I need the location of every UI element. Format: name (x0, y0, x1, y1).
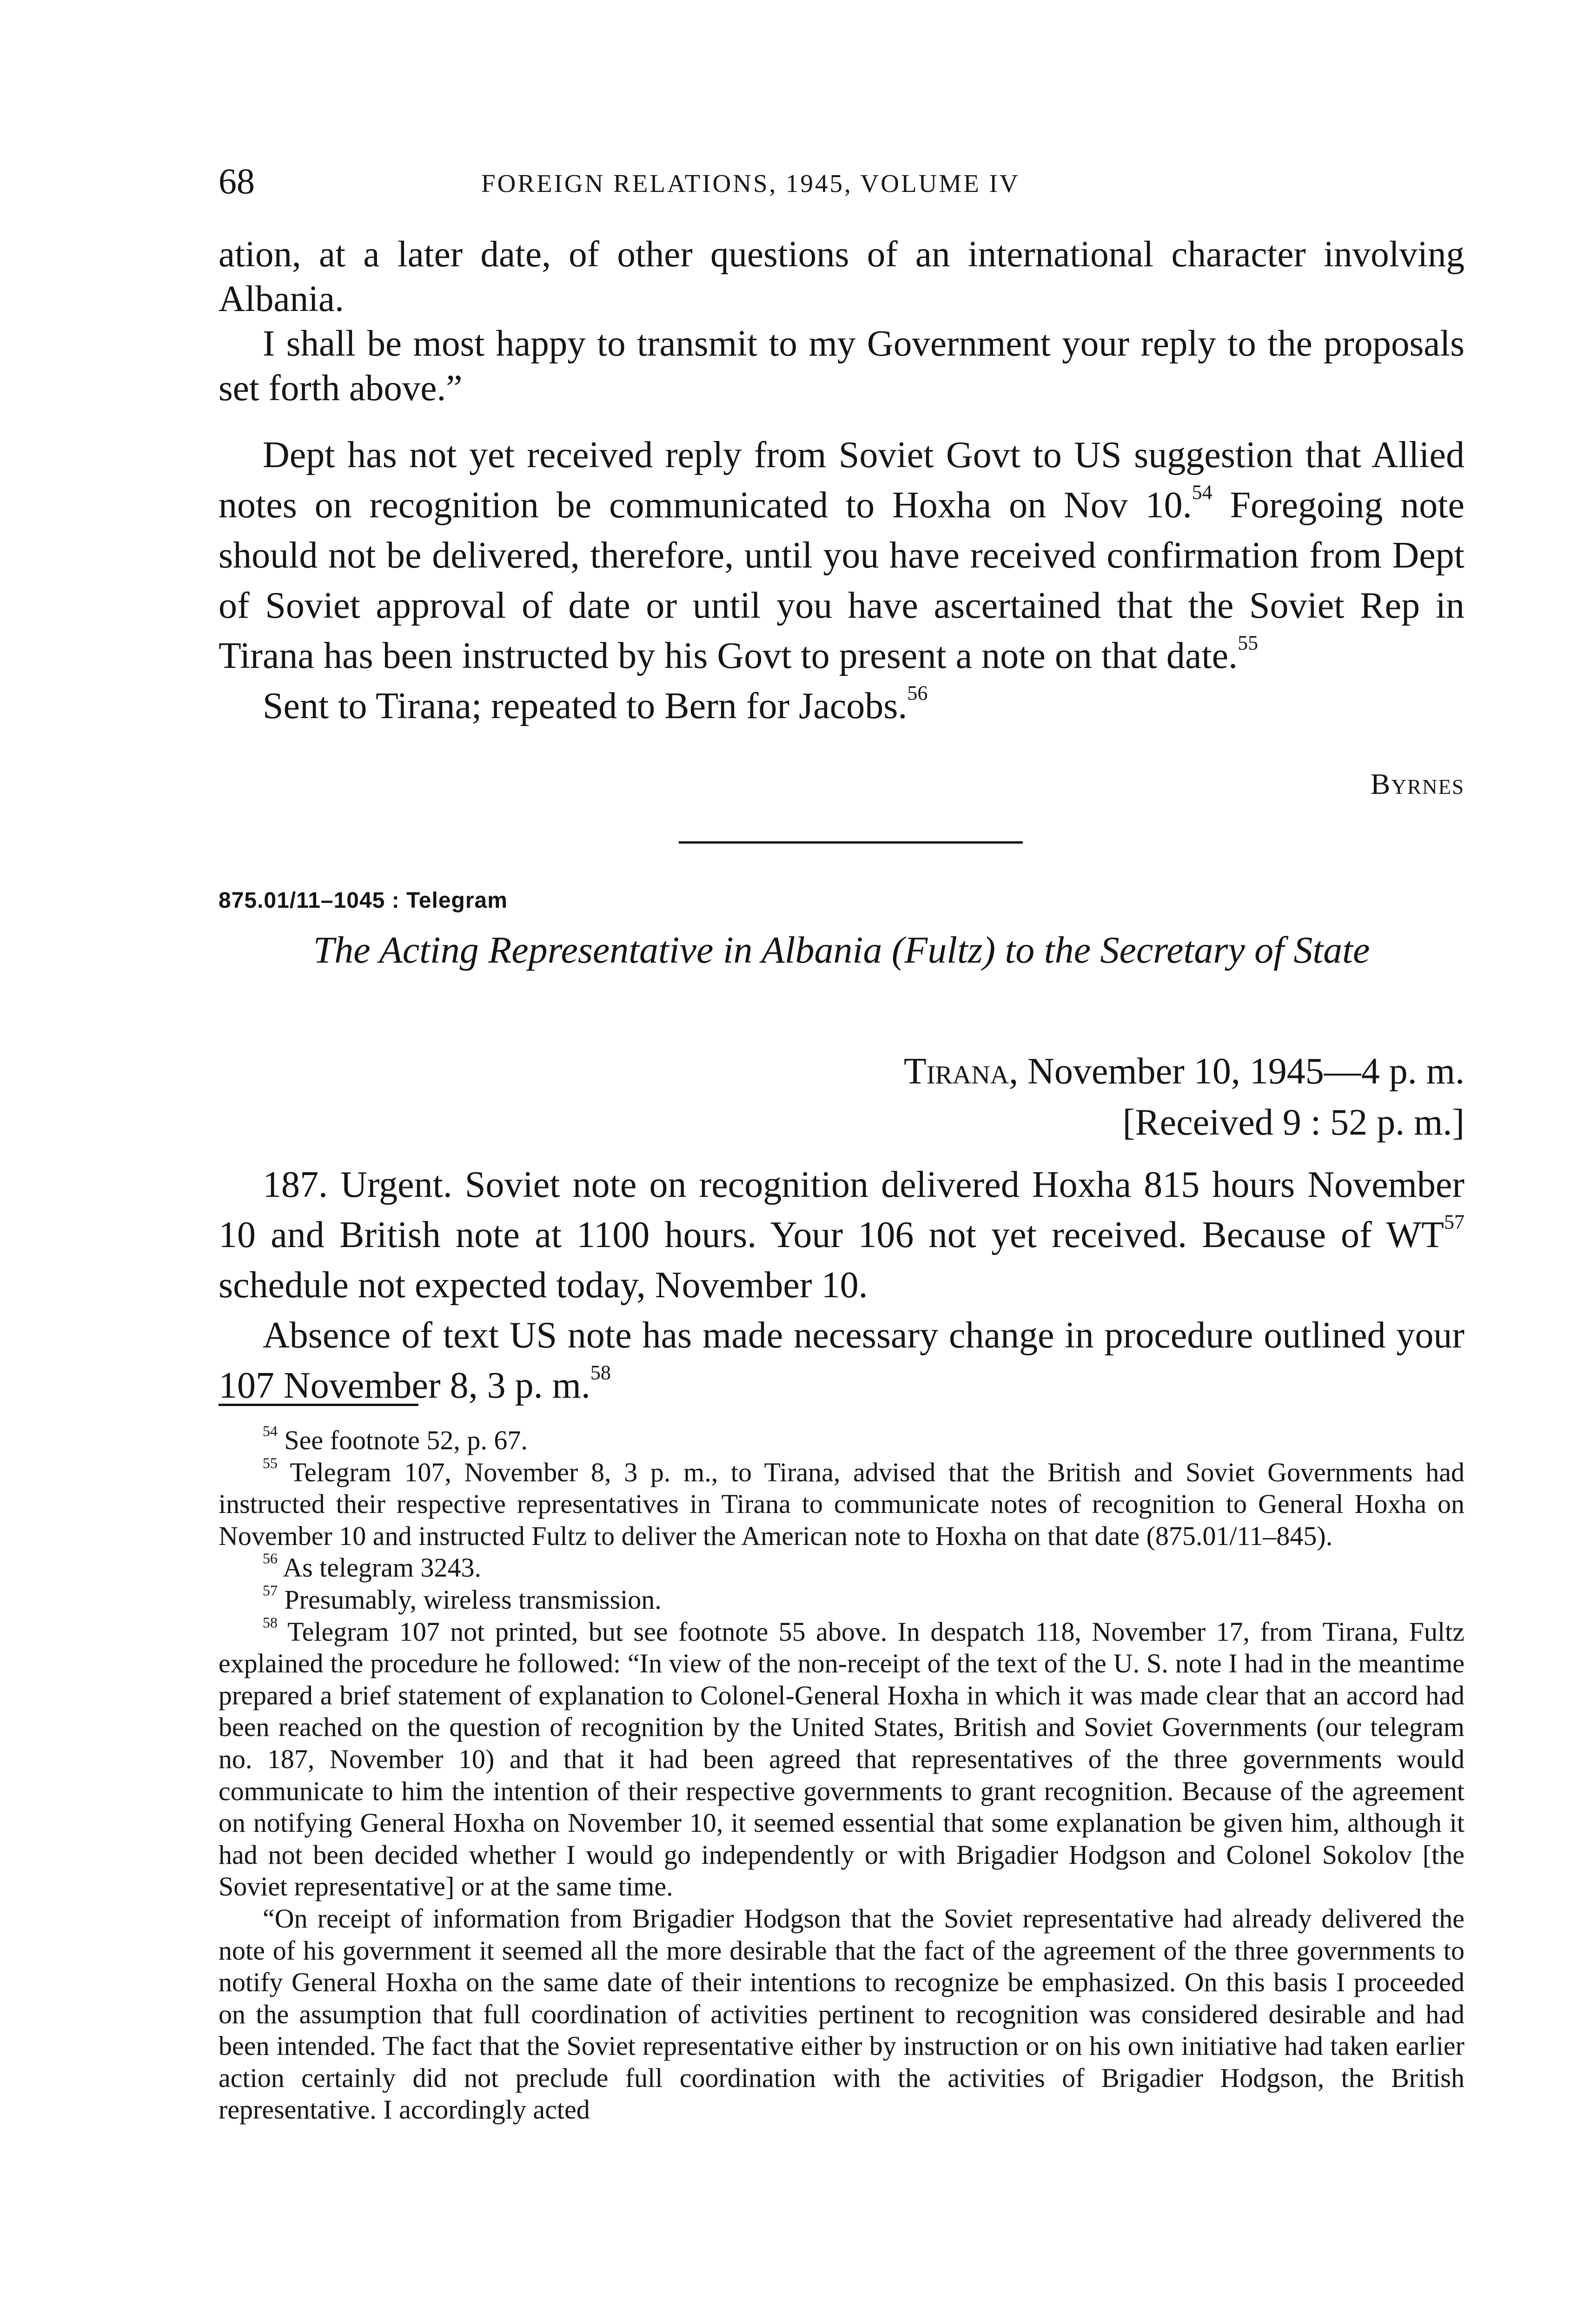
page-number: 68 (219, 161, 255, 201)
dateline-date: , November 10, 1945—4 p. m. (1009, 1051, 1464, 1092)
footnote-number: 57 (263, 1582, 278, 1599)
footnote-number: 56 (263, 1550, 278, 1567)
footnote-number: 54 (263, 1423, 278, 1439)
footnote-54 (219, 1425, 1464, 1457)
dateline (904, 1050, 1464, 1093)
quote-line-1: ation, at a later date, of other questions of an international character involving Albania. (219, 234, 1464, 319)
footnote-ref-56: 56 (907, 681, 928, 705)
paragraph-text: Sent to Tirana; repeated to Bern for Jacobs. (263, 686, 908, 726)
instruction-paragraph-2 (219, 681, 1464, 731)
footnote-58-continuation: “On receipt of information from Brigadier Hodgson that the Soviet representative had already delivered the note of his government it seemed all the more desirable that the fact of the agreement of the three governments to notify General Hoxha on the same date of their intentions to recognize be emphasized. On this basis I proceeded on the assumption that full coordination of activities pertinent to recognition was considered desirable and had been intended. The fact that the Soviet representative either by instruction or on his own initiative had taken earlier action certainly did not preclude full coordination with the activities of Brigadier Hodgson, the British representative. I accordingly acted (219, 1903, 1464, 2125)
telegram-body (219, 1160, 1464, 1411)
file-number: 875.01/11–1045 : Telegram (219, 888, 508, 913)
footnote-text: Telegram 107 not printed, but see footnote 55 above. In despatch 118, November 17, from Tirana, Fultz explained the procedure he followed: “In view of the non-receipt of the text of the U. S. note I had in the meantime prepared a brief statement of explanation to Colonel-General Hoxha in which it was made clear that an accord had been reached on the question of recognition by the United States, British and Soviet Governments (our telegram no. 187, November 10) and that it had been agreed that representatives of the three governments would communicate to him the intention of their respective governments to grant recognition. Because of the agreement on notifying General Hoxha on November 10, it seemed essential that some explanation be given him, although it had not been decided whether I would go independently or with Brigadier Hodgson and Colonel Sokolov [the Soviet representative] or at the same time. (219, 1616, 1465, 1902)
footnote-text: Presumably, wireless transmission. (284, 1584, 662, 1615)
footnote-number: 55 (263, 1454, 278, 1471)
running-title: FOREIGN RELATIONS, 1945, VOLUME IV (481, 169, 1020, 198)
footnote-ref-55: 55 (1238, 631, 1259, 654)
received-time: [Received 9 : 52 p. m.] (1122, 1102, 1464, 1143)
footnote-text: As telegram 3243. (283, 1552, 482, 1583)
footnote-56 (219, 1552, 1464, 1584)
footnote-58 (219, 1616, 1464, 1903)
paragraph-text: Absence of text US note has made necessary change in procedure outlined your 107 November 8, 3 p. m. (219, 1315, 1464, 1406)
instruction-paragraphs (219, 430, 1464, 731)
paragraph-text: Dept has not yet received reply from Soviet Govt to US suggestion that Allied notes on recognition be communicated to Hoxha on Nov 10. (219, 435, 1464, 526)
signature: Byrnes (1370, 767, 1464, 800)
paragraph-text: 187. Urgent. Soviet note on recognition delivered Hoxha 815 hours November 10 and British note at 1100 hours. Your 106 not yet received. Because of WT (219, 1164, 1464, 1255)
footnote-number: 58 (263, 1614, 278, 1631)
footnote-text: See footnote 52, p. 67. (284, 1425, 528, 1455)
footnote-ref-58: 58 (590, 1361, 611, 1384)
document-title: The Acting Representative in Albania (Fultz) to the Secretary of State (313, 929, 1370, 971)
section-divider (679, 841, 1023, 844)
quote-line-2: I shall be most happy to transmit to my Government your reply to the proposals set forth above.” (219, 324, 1464, 409)
telegram-paragraph-1 (219, 1160, 1464, 1310)
quoted-note-ending (219, 232, 1464, 411)
footnotes (219, 1425, 1464, 2126)
dateline-place: Tirana (903, 1051, 1009, 1092)
footnote-rule (219, 1404, 418, 1406)
footnote-55 (219, 1454, 1464, 1552)
telegram-paragraph-2 (219, 1310, 1464, 1411)
footnote-57 (219, 1584, 1464, 1616)
footnote-ref-57: 57 (1444, 1210, 1464, 1234)
page-header (219, 160, 1464, 207)
footnote-ref-54: 54 (1192, 481, 1213, 504)
paragraph-text: schedule not expected today, November 10. (219, 1265, 868, 1306)
footnote-text: Telegram 107, November 8, 3 p. m., to Tirana, advised that the British and Soviet Governments had instructed their respective representatives in Tirana to communicate notes of recognition to General Hoxha on November 10 and instructed Fultz to deliver the American note to Hoxha on that date (875.01/11–845). (219, 1457, 1464, 1551)
instruction-paragraph-1 (219, 430, 1464, 681)
paragraph-text: Foregoing note should not be delivered, therefore, until you have received confirmation from Dept of Soviet approval of date or until you have ascertained that the Soviet Rep in Tirana has been instructed by his Govt to present a note on that date. (219, 485, 1464, 676)
